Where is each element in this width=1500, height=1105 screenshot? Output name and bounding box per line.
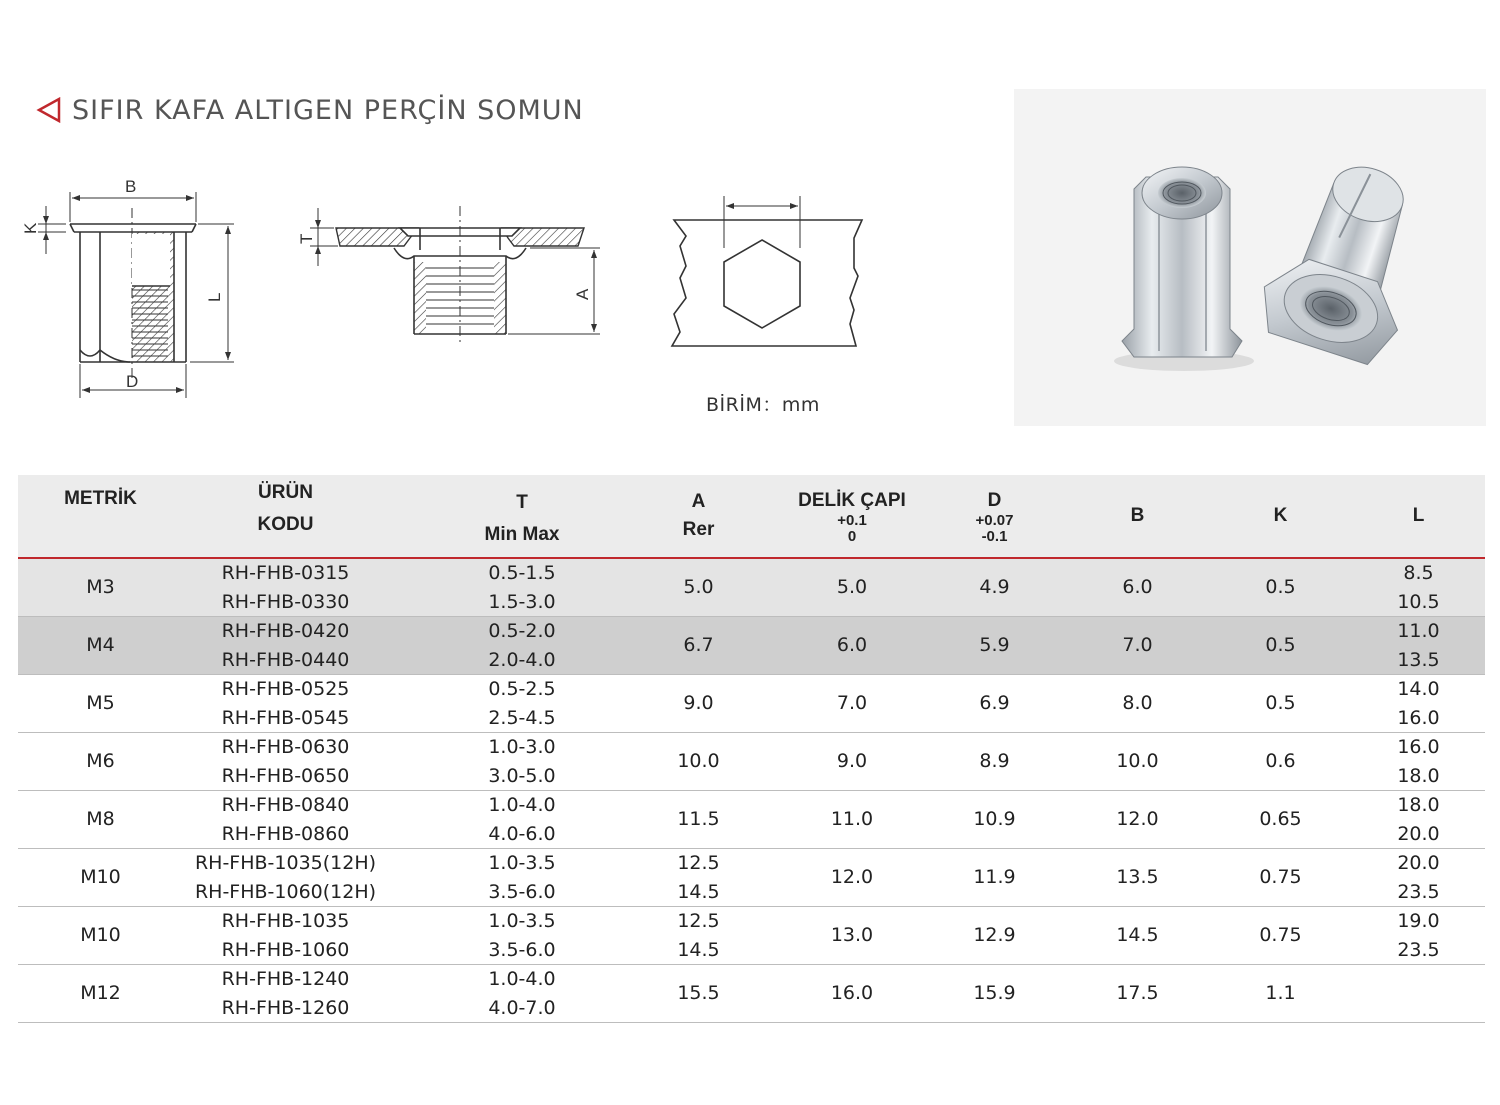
cell-k: 0.65 [1209,791,1352,849]
cell-l [1352,675,1485,733]
cell-l [1352,849,1485,907]
cell-a-line: 10.0 [677,750,720,773]
cell-b: 8.0 [1066,675,1209,733]
cell-a-line: 14.5 [677,938,720,961]
cell-l [1352,733,1485,791]
cell-t-line: 2.0-4.0 [488,648,556,671]
cell-a [616,558,781,617]
cell-t-line: 3.5-6.0 [488,938,556,961]
cell-product-code-line: RH-FHB-1060(12H) [194,880,377,903]
cell-l-line: 19.0 [1397,910,1440,932]
cell-t [428,907,616,965]
cell-d: 4.9 [923,558,1066,617]
col-delik-capi: DELİK ÇAPI +0.1 0 [781,475,923,558]
cell-product-code-line: RH-FHB-0420 [221,620,350,642]
table-row [18,849,1485,907]
cell-a [616,675,781,733]
cell-t-line: 1.0-4.0 [488,794,556,816]
cell-b: 7.0 [1066,617,1209,675]
hex-hole-drawing [672,196,862,346]
cell-a-line: 12.5 [677,852,720,874]
cell-t [428,558,616,617]
cell-product-code-line: RH-FHB-0330 [221,590,350,613]
cell-t [428,849,616,907]
cell-product-code [183,675,428,733]
cell-l [1352,907,1485,965]
cell-t-line: 0.5-2.5 [488,678,556,700]
cell-t [428,733,616,791]
cell-metric: M5 [18,675,183,733]
cell-product-code [183,791,428,849]
title-text: SIFIR KAFA ALTIGEN PERÇİN SOMUN [72,94,584,126]
cell-t-line: 2.5-4.5 [488,706,556,729]
cell-a-line: 14.5 [677,880,720,903]
cell-t [428,675,616,733]
cell-hole: 9.0 [781,733,923,791]
cell-metric: M6 [18,733,183,791]
cell-k: 0.5 [1209,558,1352,617]
cell-k: 0.6 [1209,733,1352,791]
cell-l-line: 16.0 [1397,706,1440,729]
cell-a [616,965,781,1023]
cell-a [616,791,781,849]
cell-b: 10.0 [1066,733,1209,791]
cell-a-line: 12.5 [677,910,720,932]
cell-a-line: 9.0 [683,692,714,715]
cell-b: 13.5 [1066,849,1209,907]
cell-metric: M10 [18,849,183,907]
col-l: L [1352,475,1485,558]
cell-l-line: 13.5 [1397,648,1440,671]
cell-d: 10.9 [923,791,1066,849]
cell-t-line: 1.0-3.5 [488,910,556,932]
cell-d: 6.9 [923,675,1066,733]
cell-t-line: 4.0-7.0 [488,996,556,1019]
cell-product-code [183,733,428,791]
cell-t-line: 1.5-3.0 [488,590,556,613]
cell-a [616,849,781,907]
col-b: B [1066,475,1209,558]
cell-metric: M8 [18,791,183,849]
cell-l [1352,791,1485,849]
cell-t-line: 3.0-5.0 [488,764,556,787]
cell-t [428,965,616,1023]
cell-t [428,791,616,849]
col-t: T Min Max [428,475,616,558]
cell-k: 0.75 [1209,907,1352,965]
cell-l-line: 16.0 [1397,736,1440,758]
cell-d: 11.9 [923,849,1066,907]
cell-product-code-line: RH-FHB-0315 [221,562,350,584]
table-row [18,617,1485,675]
cell-product-code [183,558,428,617]
cell-product-code-line: RH-FHB-0440 [221,648,350,671]
cell-l [1352,965,1485,1023]
cell-product-code-line: RH-FHB-1260 [221,996,350,1019]
spec-table [18,475,1485,1023]
dim-label-l: L [205,292,224,302]
cell-k: 0.75 [1209,849,1352,907]
cell-hole: 16.0 [781,965,923,1023]
cell-l-line: 18.0 [1397,764,1440,787]
unit-label: BİRİM：mm [706,394,820,416]
cell-product-code [183,849,428,907]
product-photo [1014,89,1486,426]
cell-metric: M10 [18,907,183,965]
cell-k: 0.5 [1209,617,1352,675]
cell-d: 8.9 [923,733,1066,791]
cell-metric: M4 [18,617,183,675]
cell-hole: 13.0 [781,907,923,965]
page-title [36,90,584,130]
cell-hole: 7.0 [781,675,923,733]
cell-t-line: 0.5-2.0 [488,620,556,642]
table-row [18,733,1485,791]
cell-t-line: 1.0-4.0 [488,968,556,990]
dim-label-k: K [21,222,40,234]
table-row [18,558,1485,617]
cell-t-line: 0.5-1.5 [488,562,556,584]
col-d: D +0.07 -0.1 [923,475,1066,558]
cell-t-line: 4.0-6.0 [488,822,556,845]
cell-product-code [183,965,428,1023]
dim-label-a: A [573,288,592,300]
cell-l-line: 11.0 [1397,620,1440,642]
cell-product-code [183,617,428,675]
cell-b: 6.0 [1066,558,1209,617]
col-urun-kodu: ÜRÜN KODU [183,475,428,558]
cell-k: 0.5 [1209,675,1352,733]
cell-l-line: 23.5 [1397,880,1440,903]
cell-b: 14.5 [1066,907,1209,965]
cell-product-code-line: RH-FHB-0545 [221,706,350,729]
table-row [18,965,1485,1023]
cell-a-line: 15.5 [677,982,720,1005]
table-header-row [18,475,1485,558]
cell-l-line: 10.5 [1397,590,1440,613]
cell-l-line: 14.0 [1397,678,1440,700]
cell-metric: M3 [18,558,183,617]
cell-t-line: 1.0-3.0 [488,736,556,758]
cell-metric: M12 [18,965,183,1023]
cell-l [1352,558,1485,617]
standing-nut [1122,167,1242,357]
installed-view-drawing [310,206,600,346]
cell-a-line: 11.5 [677,808,720,831]
cell-a-line: 5.0 [683,576,714,599]
cell-b: 17.5 [1066,965,1209,1023]
col-k: K [1209,475,1352,558]
triangle-left-icon [36,97,62,123]
cell-l [1352,617,1485,675]
cell-l-line: 20.0 [1397,822,1440,845]
cell-a [616,617,781,675]
cell-product-code [183,907,428,965]
cell-l-line: 8.5 [1403,562,1434,584]
cell-t-line: 3.5-6.0 [488,880,556,903]
cell-t [428,617,616,675]
cell-product-code-line: RH-FHB-0650 [221,764,350,787]
technical-drawings [0,150,900,410]
cell-a-line: 6.7 [683,634,714,657]
table-row [18,907,1485,965]
cell-product-code-line: RH-FHB-1035(12H) [194,852,377,874]
cell-hole: 12.0 [781,849,923,907]
dim-label-t: T [297,233,316,244]
col-metrik: METRİK [18,475,183,558]
cell-l-line: 23.5 [1397,938,1440,961]
cell-product-code-line: RH-FHB-0525 [221,678,350,700]
cell-product-code-line: RH-FHB-0840 [221,794,350,816]
cell-hole: 6.0 [781,617,923,675]
table-row [18,791,1485,849]
cell-l-line: 18.0 [1397,794,1440,816]
cell-product-code-line: RH-FHB-1035 [221,910,350,932]
cell-d: 5.9 [923,617,1066,675]
cell-hole: 11.0 [781,791,923,849]
cell-product-code-line: RH-FHB-1240 [221,968,350,990]
cell-a [616,907,781,965]
cell-product-code-line: RH-FHB-1060 [221,938,350,961]
cell-d: 12.9 [923,907,1066,965]
dim-label-b: B [125,177,137,196]
cell-hole: 5.0 [781,558,923,617]
table-row [18,675,1485,733]
cell-l-line: 20.0 [1397,852,1440,874]
dim-label-d: D [126,372,139,391]
col-a: A Rer [616,475,781,558]
cell-d: 15.9 [923,965,1066,1023]
cell-product-code-line: RH-FHB-0630 [221,736,350,758]
cell-product-code-line: RH-FHB-0860 [221,822,350,845]
cell-a [616,733,781,791]
cell-k: 1.1 [1209,965,1352,1023]
cell-t-line: 1.0-3.5 [488,852,556,874]
cell-b: 12.0 [1066,791,1209,849]
